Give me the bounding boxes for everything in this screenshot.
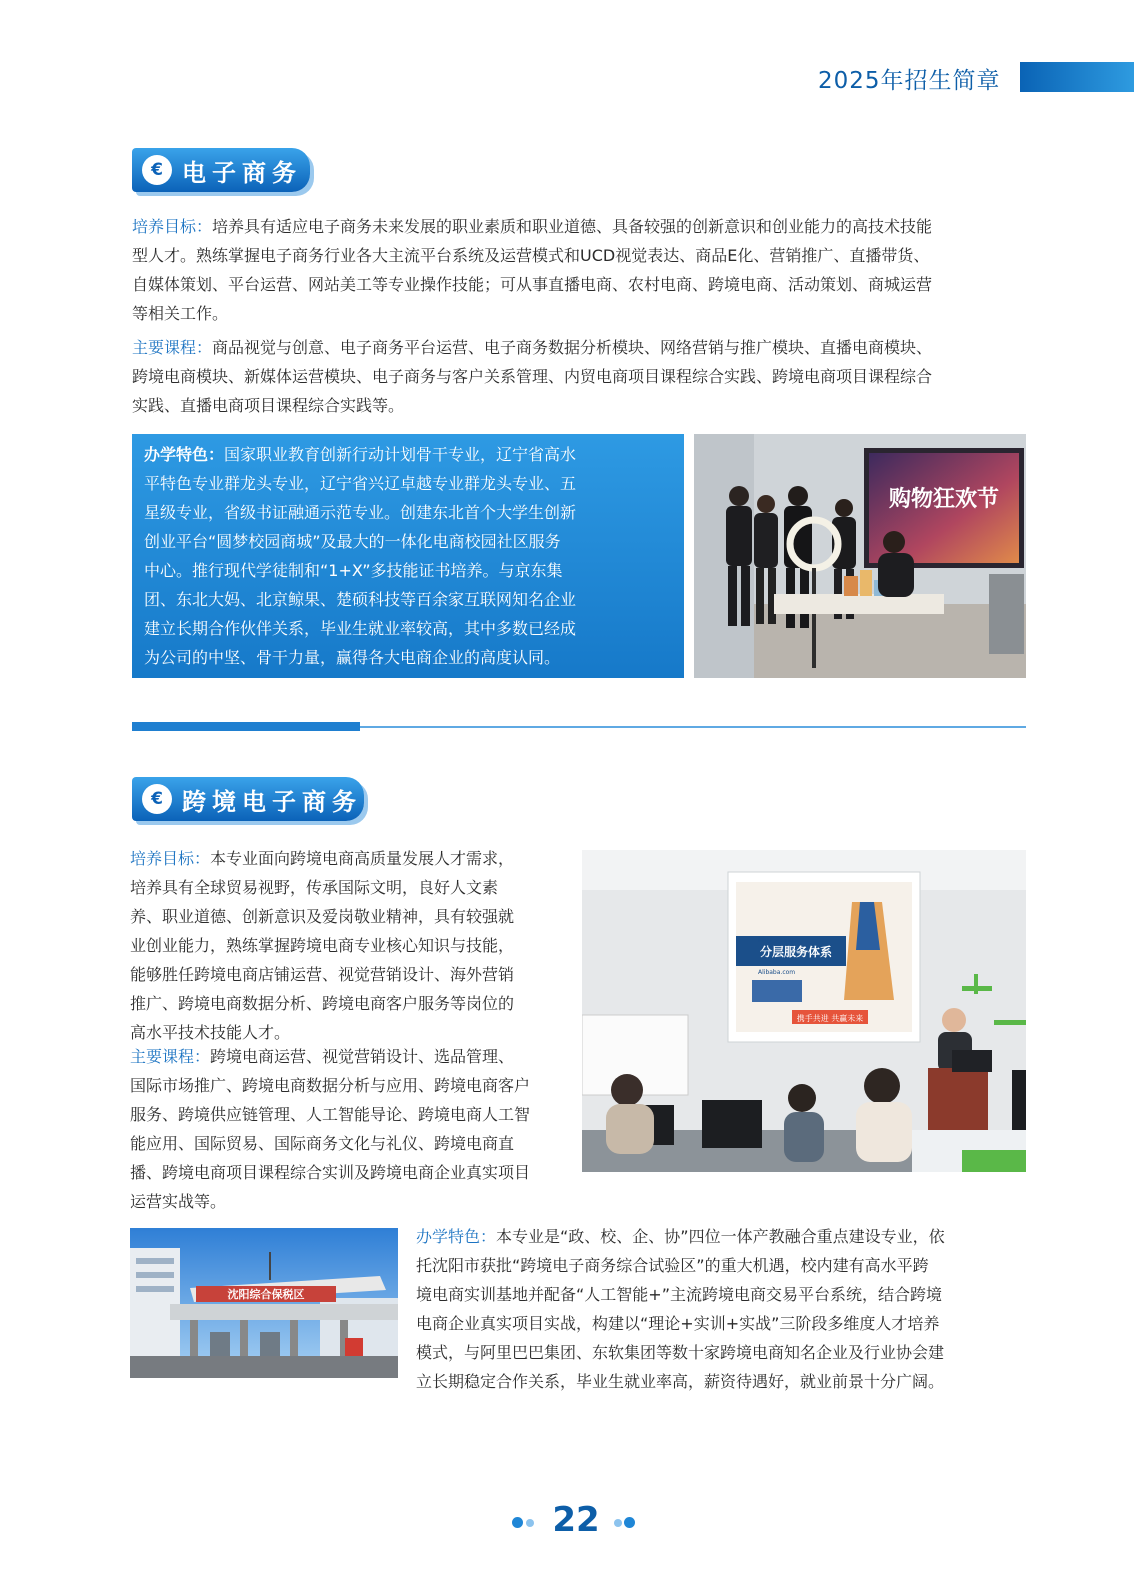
feature-line: 托沈阳市获批“跨境电子商务综合试验区”的重大机遇，校内建有高水平跨 bbox=[416, 1256, 929, 1275]
section-tab-ecommerce bbox=[132, 148, 310, 192]
course-label: 主要课程： bbox=[132, 338, 213, 357]
feature-line: 建立长期合作伙伴关系，毕业生就业率较高，其中多数已经成 bbox=[144, 619, 577, 638]
course-line: 跨境电商模块、新媒体运营模块、电子商务与客户关系管理、内贸电商项目课程综合实践、跨境电商项目课程综合 bbox=[132, 367, 933, 386]
goal-line: 培养具有全球贸易视野，传承国际文明，良好人文素 bbox=[130, 878, 499, 897]
page-dot-left-small bbox=[526, 1519, 534, 1527]
goal-label: 培养目标： bbox=[132, 217, 213, 236]
feature-line: 本专业是“政、校、企、协”四位一体产教融合重点建设专业，依 bbox=[496, 1227, 945, 1246]
cross-border-goal-paragraph bbox=[130, 844, 570, 1047]
feature-line: 模式，与阿里巴巴集团、东软集团等数十家跨境电商知名企业及行业协会建 bbox=[416, 1343, 945, 1362]
free-trade-zone-gate-photo bbox=[130, 1228, 398, 1378]
goal-line: 培养具有适应电子商务未来发展的职业素质和职业道德、具备较强的创新意识和创业能力的高技术技能 bbox=[212, 217, 933, 236]
money-bag-icon: € bbox=[142, 155, 172, 185]
goal-line: 高水平技术技能人才。 bbox=[130, 1023, 291, 1042]
section-title-ecommerce: 电子商务 bbox=[182, 158, 302, 187]
course-line: 商品视觉与创意、电子商务平台运营、电子商务数据分析模块、网络营销与推广模块、直播电商模块、 bbox=[212, 338, 933, 357]
screen-title: 分层服务体系 bbox=[759, 945, 833, 959]
money-bag-icon: € bbox=[142, 784, 172, 814]
page-number: 22 bbox=[552, 1500, 600, 1540]
section-title-cross-border: 跨境电子商务 bbox=[182, 787, 362, 816]
goal-label: 培养目标： bbox=[130, 849, 211, 868]
ecommerce-goal-paragraph bbox=[132, 212, 1032, 328]
classroom-photo bbox=[582, 850, 1026, 1172]
feature-line: 中心。推行现代学徒制和“1+X”多技能证书培养。与京东集 bbox=[144, 561, 563, 580]
goal-line: 本专业面向跨境电商高质量发展人才需求， bbox=[210, 849, 515, 868]
ecommerce-course-paragraph bbox=[132, 333, 1032, 420]
brochure-title: 2025年招生简章 bbox=[818, 68, 1001, 94]
livestream-studio-photo bbox=[694, 434, 1026, 678]
page-dot-right-small bbox=[614, 1519, 622, 1527]
feature-line: 创业平台“圆梦校园商城”及最大的一体化电商校园社区服务 bbox=[144, 532, 561, 551]
screen-slogan: 携手共进 共赢未来 bbox=[796, 1014, 864, 1023]
goal-line: 型人才。熟练掌握电子商务行业各大主流平台系统及运营模式和UCD视觉表达、商品E化、营销推广、直播带货、 bbox=[132, 246, 930, 265]
course-line: 国际市场推广、跨境电商数据分析与应用、跨境电商客户 bbox=[130, 1076, 531, 1095]
course-line: 实践、直播电商项目课程综合实践等。 bbox=[132, 396, 405, 415]
goal-line: 等相关工作。 bbox=[132, 304, 229, 323]
gate-sign-text: 沈阳综合保税区 bbox=[227, 1288, 305, 1301]
feature-line: 团、东北大妈、北京鲸果、楚硕科技等百余家互联网知名企业 bbox=[144, 590, 577, 609]
feature-line: 国家职业教育创新行动计划骨干专业，辽宁省高水 bbox=[224, 445, 577, 464]
course-line: 跨境电商运营、视觉营销设计、选品管理、 bbox=[210, 1047, 515, 1066]
cross-border-course-paragraph bbox=[130, 1042, 570, 1216]
cross-border-feature-paragraph bbox=[416, 1222, 1028, 1396]
feature-label: 办学特色： bbox=[144, 445, 225, 464]
goal-line: 能够胜任跨境电商店铺运营、视觉营销设计、海外营销 bbox=[130, 965, 515, 984]
feature-label: 办学特色： bbox=[416, 1227, 497, 1246]
page-dot-left-large bbox=[512, 1517, 523, 1528]
feature-line: 为公司的中坚、骨干力量，赢得各大电商企业的高度认同。 bbox=[144, 648, 561, 667]
screen-brand-en: Alibaba.com bbox=[758, 969, 796, 976]
course-line: 服务、跨境供应链管理、人工智能导论、跨境电商人工智 bbox=[130, 1105, 531, 1124]
goal-line: 养、职业道德、创新意识及爱岗敬业精神，具有较强就 bbox=[130, 907, 515, 926]
section-divider-line bbox=[360, 726, 1026, 728]
screen-brand: 阿里巴巴国际站 bbox=[758, 937, 801, 944]
feature-line: 电商企业真实项目实战，构建以“理论+实训+实战”三阶段多维度人才培养 bbox=[416, 1314, 940, 1333]
feature-line: 平特色专业群龙头专业，辽宁省兴辽卓越专业群龙头专业、五 bbox=[144, 474, 577, 493]
course-label: 主要课程： bbox=[130, 1047, 211, 1066]
section-divider-bar bbox=[132, 722, 360, 731]
tv-screen-text: 购物狂欢节 bbox=[888, 487, 1000, 512]
goal-line: 推广、跨境电商数据分析、跨境电商客户服务等岗位的 bbox=[130, 994, 515, 1013]
goal-line: 自媒体策划、平台运营、网站美工等专业操作技能；可从事直播电商、农村电商、跨境电商、活动策划、商城运营 bbox=[132, 275, 933, 294]
feature-line: 星级专业，省级书证融通示范专业。创建东北首个大学生创新 bbox=[144, 503, 577, 522]
feature-line: 立长期稳定合作关系，毕业生就业率高，薪资待遇好，就业前景十分广阔。 bbox=[416, 1372, 945, 1391]
feature-line: 境电商实训基地并配备“人工智能+”主流跨境电商交易平台系统，结合跨境 bbox=[416, 1285, 942, 1304]
header-accent-bar bbox=[1020, 62, 1134, 92]
ecommerce-feature-box bbox=[132, 434, 684, 678]
goal-line: 业创业能力，熟练掌握跨境电商专业核心知识与技能， bbox=[130, 936, 515, 955]
section-tab-cross-border bbox=[132, 777, 364, 821]
course-line: 运营实战等。 bbox=[130, 1192, 227, 1211]
page-dot-right-large bbox=[624, 1517, 635, 1528]
course-line: 能应用、国际贸易、国际商务文化与礼仪、跨境电商直 bbox=[130, 1134, 515, 1153]
course-line: 播、跨境电商项目课程综合实训及跨境电商企业真实项目 bbox=[130, 1163, 531, 1182]
